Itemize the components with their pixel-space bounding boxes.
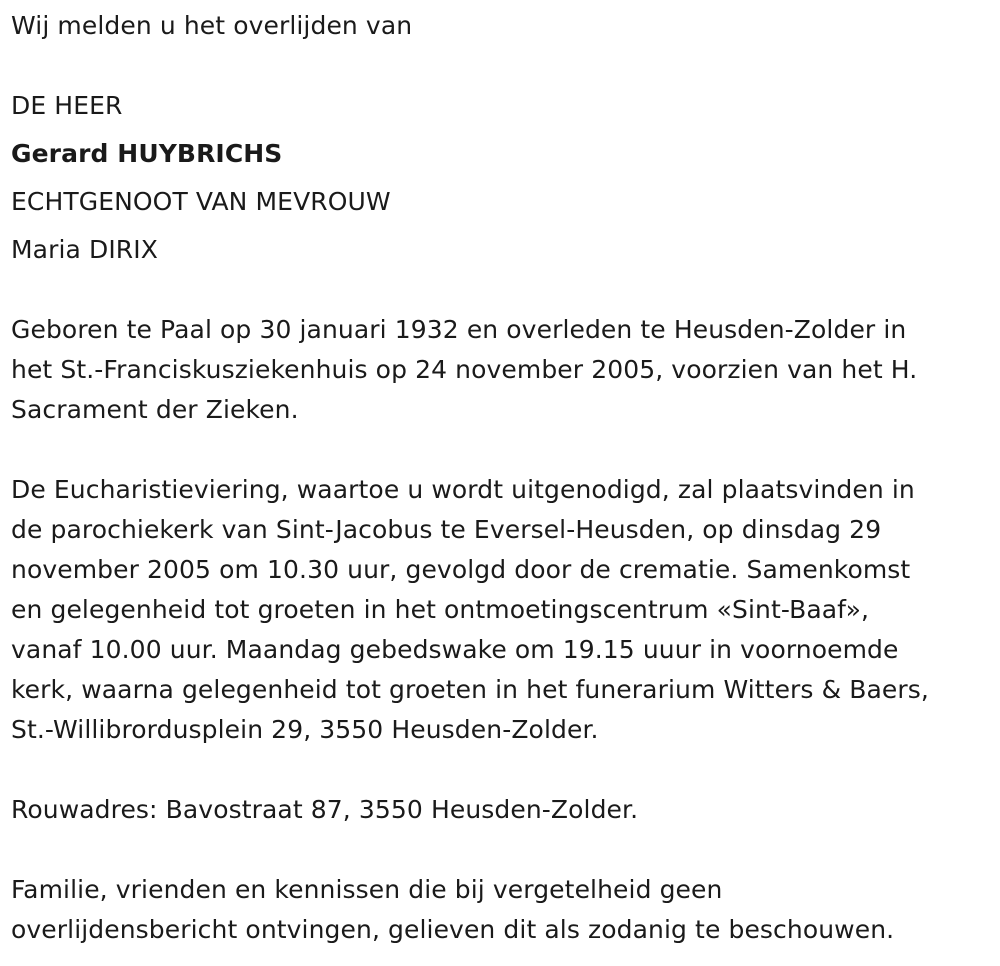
closing-paragraph (11, 870, 996, 950)
paragraph-line: overlijdensbericht ontvingen, gelieven dit als zodanig te beschouwen. (11, 915, 895, 944)
paragraph-line: St.-Willibrordusplein 29, 3550 Heusden-Zolder. (11, 715, 599, 744)
title-text: DE HEER (11, 91, 123, 120)
intro-text: Wij melden u het overlijden van (11, 11, 413, 40)
spouse-name: Maria DIRIX (11, 235, 158, 264)
relation-text: ECHTGENOOT VAN MEVROUW (11, 187, 391, 216)
paragraph-line: De Eucharistieviering, waartoe u wordt uitgenodigd, zal plaatsvinden in (11, 475, 915, 504)
birth-paragraph (11, 310, 996, 430)
paragraph-line: het St.-Franciskusziekenhuis op 24 november 2005, voorzien van het H. (11, 355, 918, 384)
deceased-name: Gerard HUYBRICHS (11, 139, 283, 168)
paragraph-line: en gelegenheid tot groeten in het ontmoetingscentrum «Sint-Baaf», (11, 595, 870, 624)
paragraph-line: Sacrament der Zieken. (11, 395, 299, 424)
paragraph-line: november 2005 om 10.30 uur, gevolgd door de crematie. Samenkomst (11, 555, 911, 584)
paragraph-line: vanaf 10.00 uur. Maandag gebedswake om 19.15 uuur in voornoemde (11, 635, 899, 664)
paragraph-line: de parochiekerk van Sint-Jacobus te Eversel-Heusden, op dinsdag 29 (11, 515, 882, 544)
mourning-address: Rouwadres: Bavostraat 87, 3550 Heusden-Zolder. (11, 795, 639, 824)
paragraph-line: Familie, vrienden en kennissen die bij vergetelheid geen (11, 875, 723, 904)
ceremony-paragraph (11, 470, 996, 750)
paragraph-line: Geboren te Paal op 30 januari 1932 en overleden te Heusden-Zolder in (11, 315, 907, 344)
paragraph-line: kerk, waarna gelegenheid tot groeten in het funerarium Witters & Baers, (11, 675, 929, 704)
